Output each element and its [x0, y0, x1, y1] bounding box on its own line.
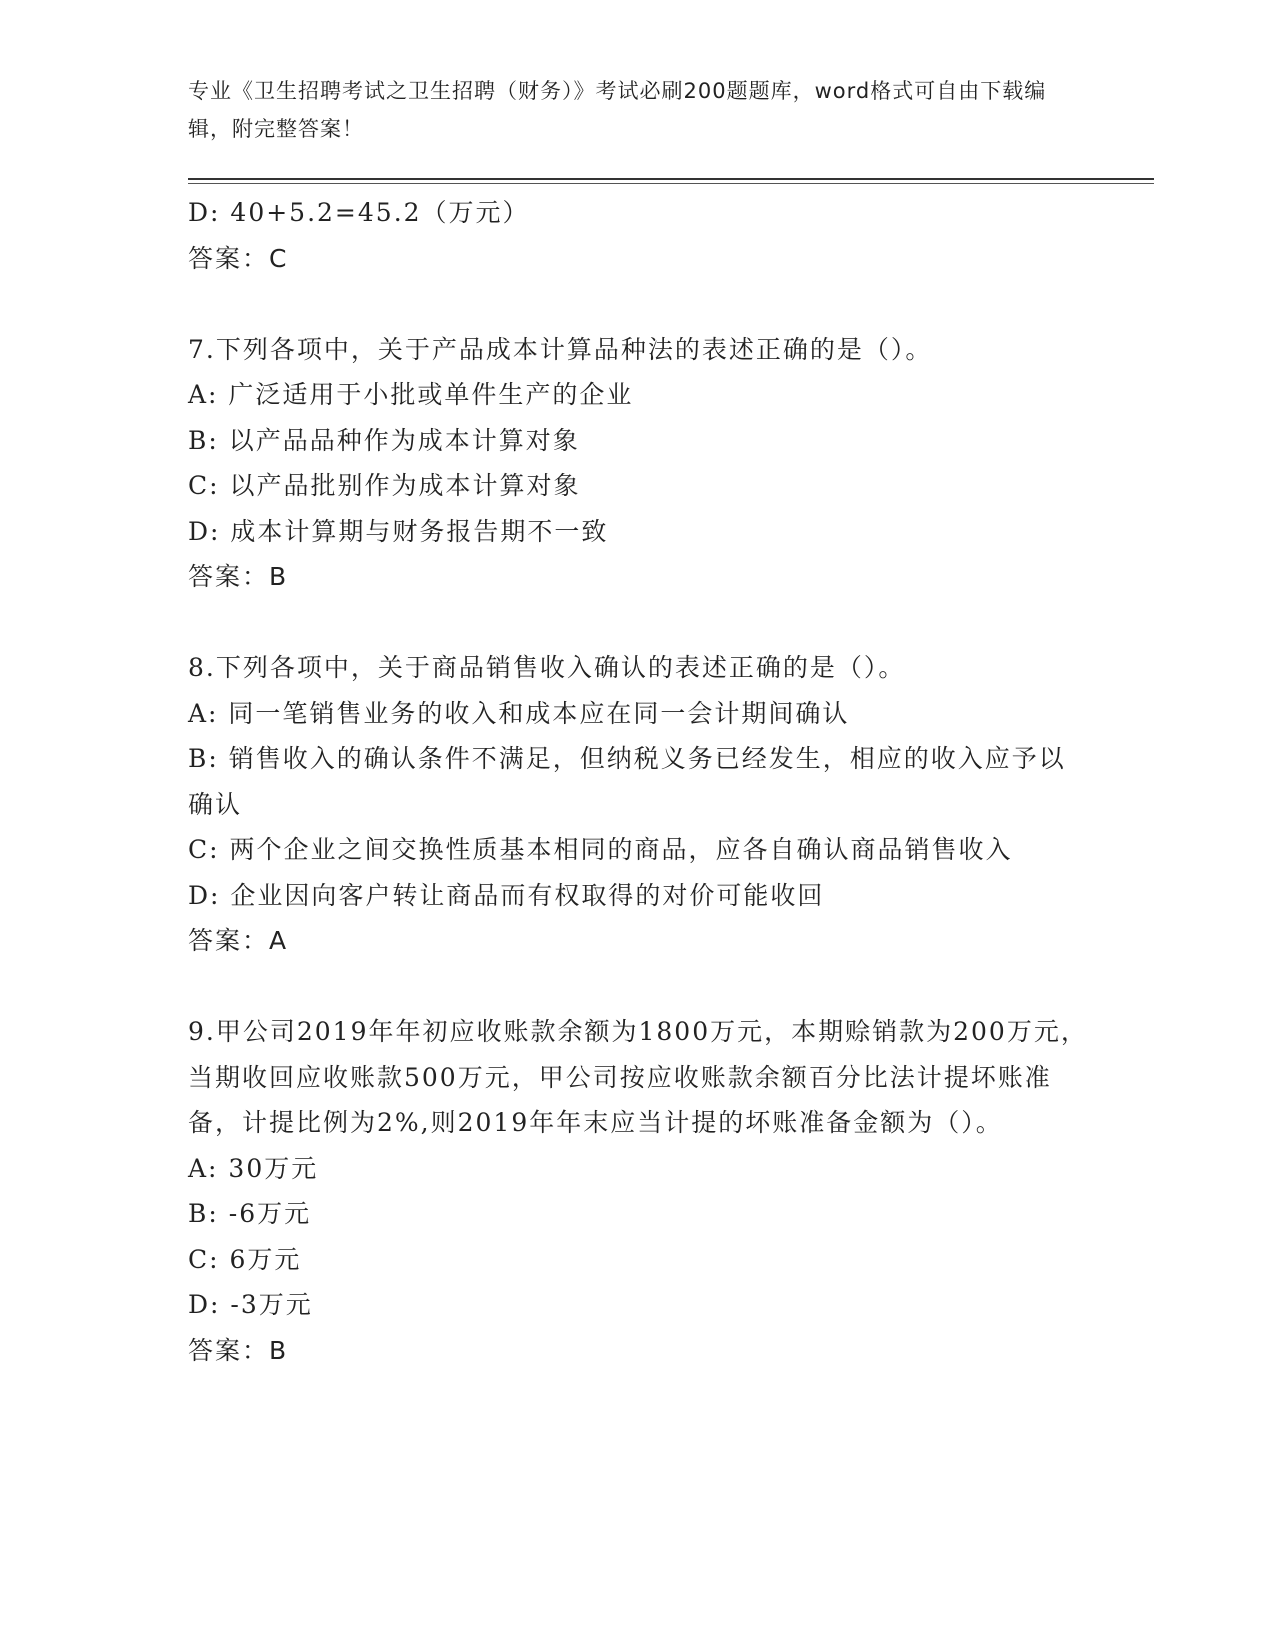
header-divider-thick [188, 178, 1154, 180]
option-b: B: -6万元 [188, 1199, 312, 1228]
option-d: D: 40+5.2=45.2（万元） [188, 198, 530, 227]
question-9 [188, 1009, 1088, 1373]
answer-line: 答案：A [188, 926, 289, 955]
option-a: A: 广泛适用于小批或单件生产的企业 [188, 380, 634, 409]
answer-line: 答案：B [188, 1335, 289, 1365]
option-c: C: 两个企业之间交换性质基本相同的商品，应各自确认商品销售收入 [188, 835, 1013, 864]
header-divider-thin [188, 183, 1154, 184]
previous-question-tail [188, 190, 1088, 281]
option-b: B: 销售收入的确认条件不满足，但纳税义务已经发生，相应的收入应予以确认 [188, 744, 1066, 819]
page-header: 专业《卫生招聘考试之卫生招聘（财务）》考试必刷200题题库，word格式可自由下载编辑，附完整答案！ [188, 79, 1047, 141]
question-text: 8.下列各项中，关于商品销售收入确认的表述正确的是（）。 [188, 653, 906, 682]
spacer [188, 281, 1088, 327]
option-d: D: -3万元 [188, 1290, 313, 1319]
option-a: A: 同一笔销售业务的收入和成本应在同一会计期间确认 [188, 698, 850, 728]
option-a: A: 30万元 [188, 1153, 319, 1183]
option-c: C: 6万元 [188, 1244, 302, 1274]
spacer [188, 600, 1088, 646]
spacer [188, 964, 1088, 1010]
option-b: B: 以产品品种作为成本计算对象 [188, 425, 580, 455]
question-text: 7.下列各项中，关于产品成本计算品种法的表述正确的是（）。 [188, 334, 933, 364]
option-d: D: 成本计算期与财务报告期不一致 [188, 516, 609, 546]
answer-line: 答案：C [188, 243, 289, 273]
question-content [188, 190, 1088, 1373]
question-8 [188, 645, 1088, 964]
answer-line: 答案：B [188, 562, 289, 591]
option-c: C: 以产品批别作为成本计算对象 [188, 471, 581, 500]
question-text: 9.甲公司2019年年初应收账款余额为1800万元，本期赊销款为200万元，当期收回应收账款500万元，甲公司按应收账款余额百分比法计提坏账准备，计提比例为2%,则2019年年末应当计提的坏账准备金额为（）。 [188, 1017, 1088, 1137]
option-d: D: 企业因向客户转让商品而有权取得的对价可能收回 [188, 880, 825, 910]
question-7 [188, 327, 1088, 600]
